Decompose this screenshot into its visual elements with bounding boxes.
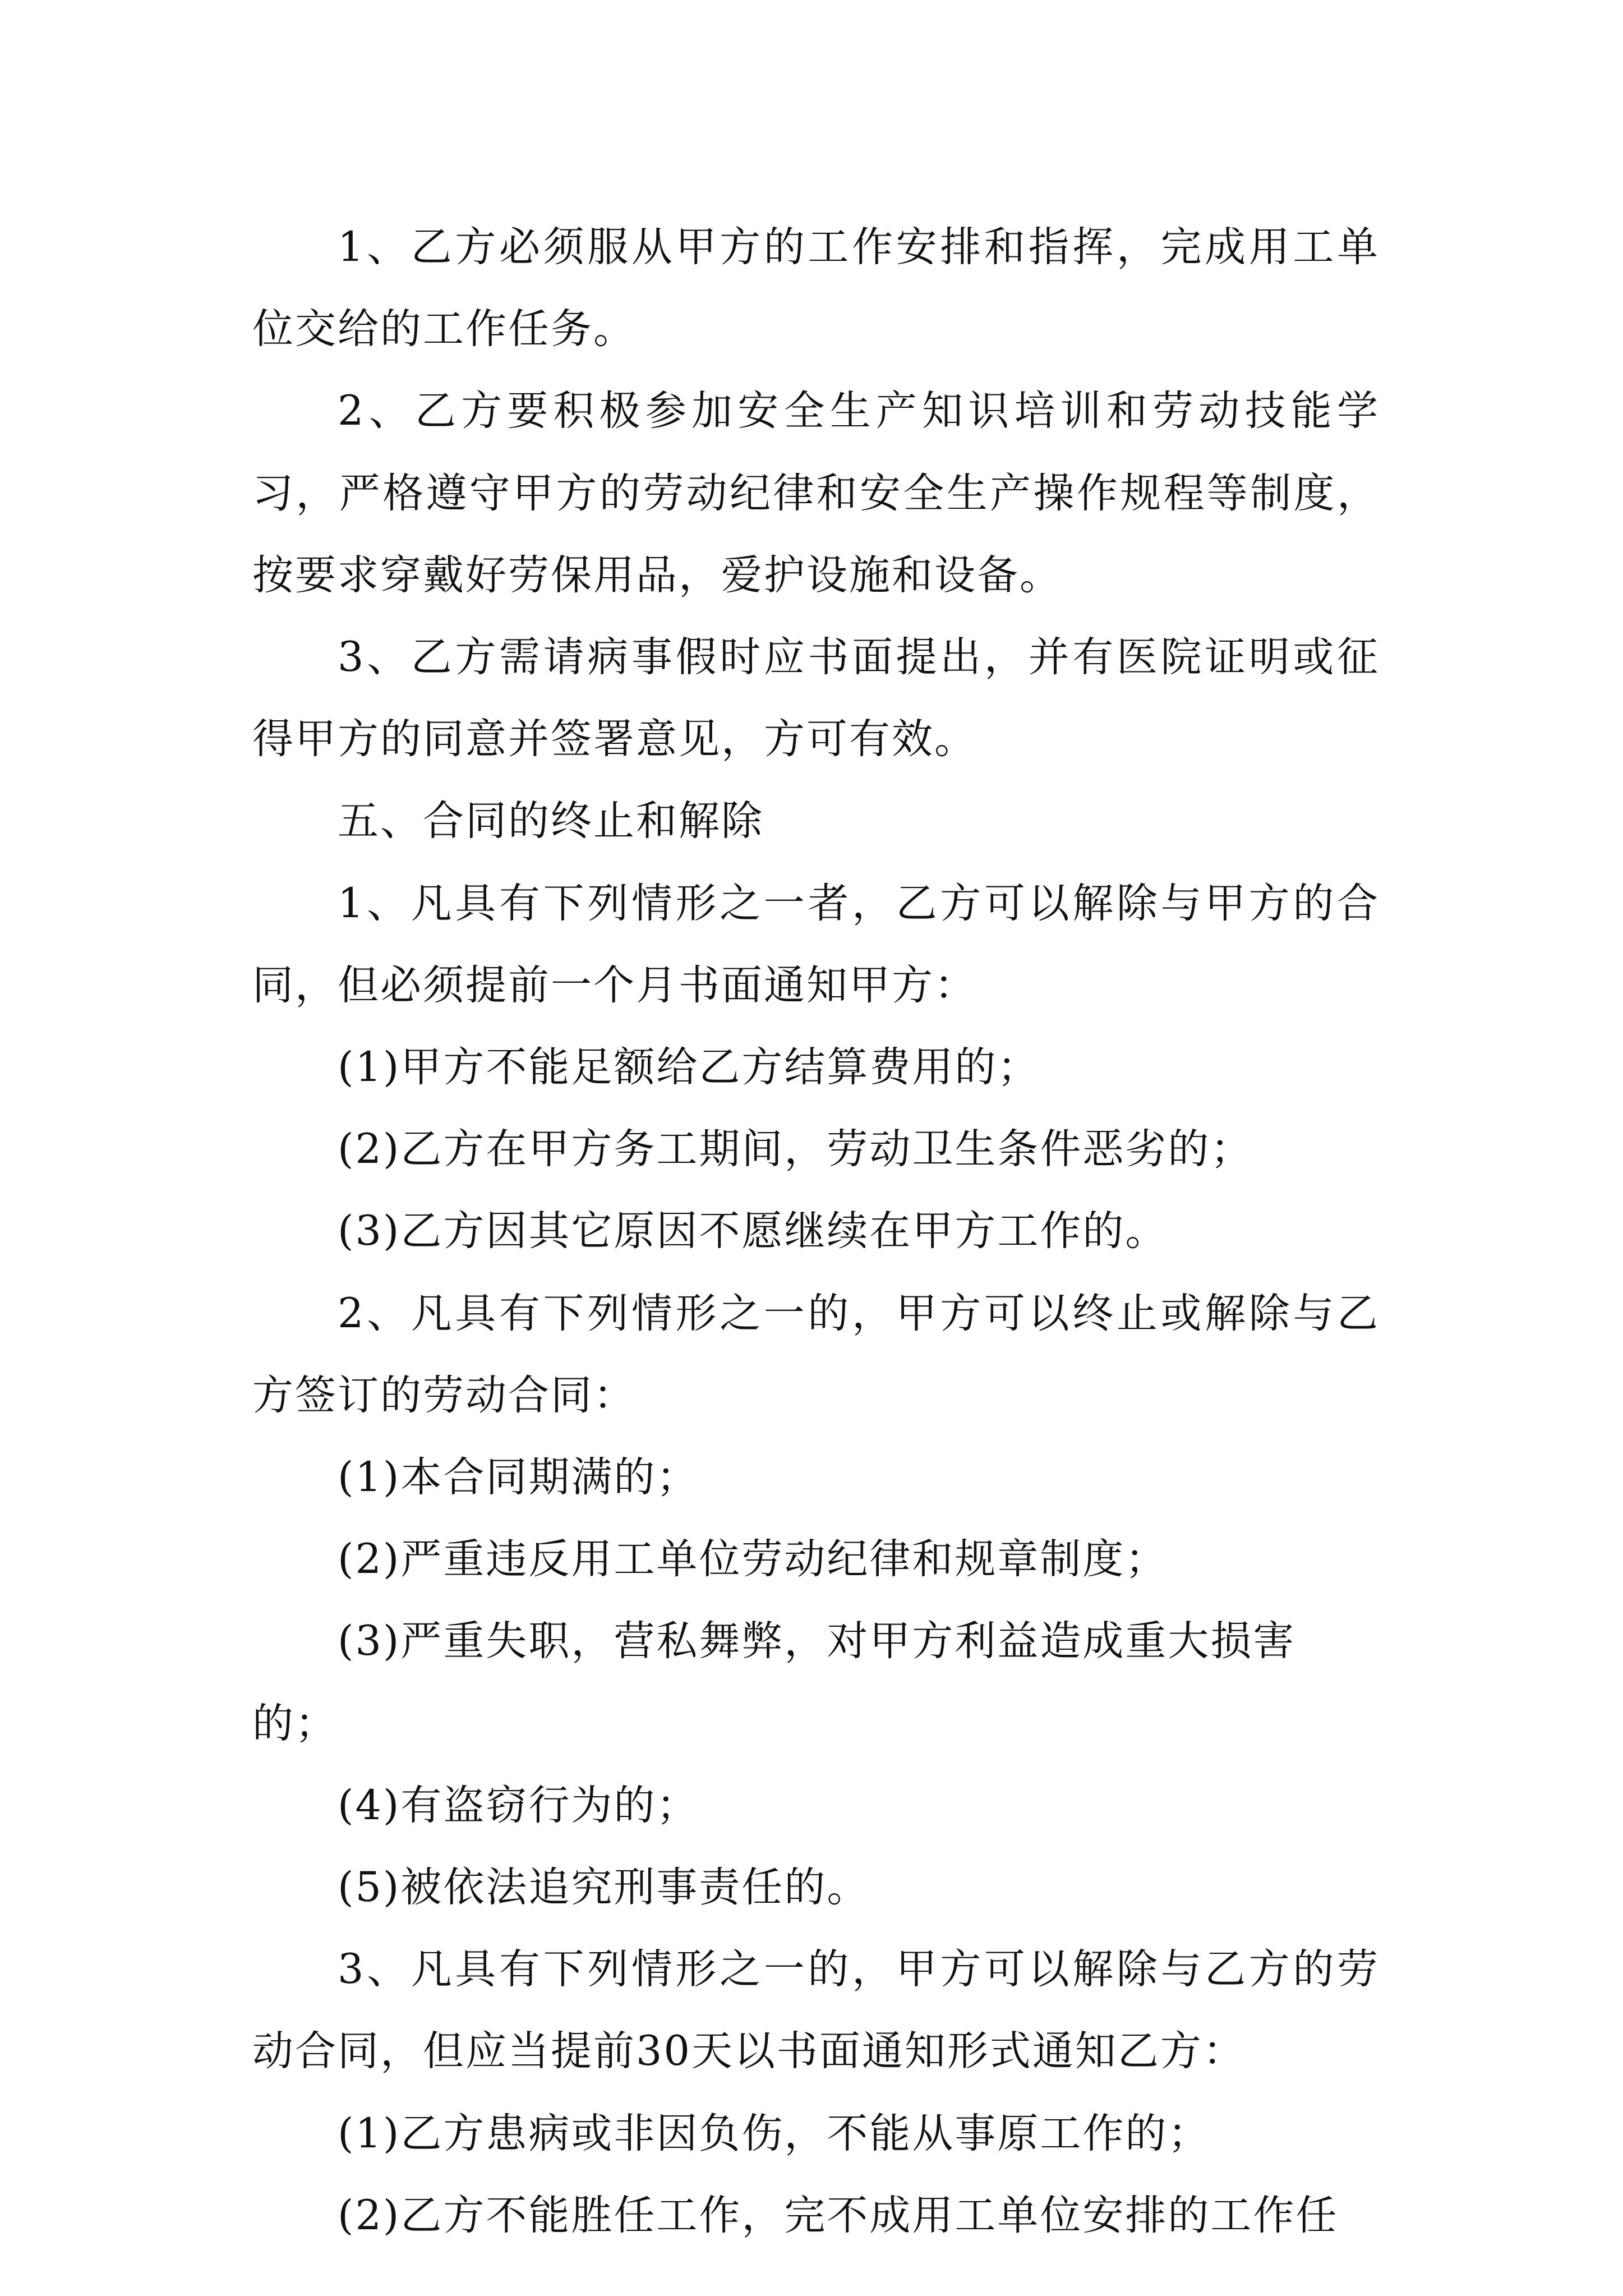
section-heading-5: 五、合同的终止和解除 xyxy=(338,797,764,845)
clause-5-2-item-3: (3)严重失职，营私舞弊，对甲方利益造成重大损害的； xyxy=(252,1617,1296,1747)
clause-5-1-item-1: (1)甲方不能足额给乙方结算费用的； xyxy=(338,1043,1040,1092)
clause-4-3: 3、乙方需请病事假时应书面提出，并有医院证明或征得甲方的同意并签署意见，方可有效。 xyxy=(252,633,1380,763)
clause-4-1: 1、乙方必须服从甲方的工作安排和指挥，完成用工单位交给的工作任务。 xyxy=(252,223,1380,353)
clause-5-2-item-4: (4)有盗窃行为的； xyxy=(338,1781,699,1829)
clause-5-3: 3、凡具有下列情形之一的，甲方可以解除与乙方的劳动合同，但应当提前30天以书面通知形式通知乙方： xyxy=(252,1945,1380,2076)
clause-5-3-item-2: (2)乙方不能胜任工作，完不成用工单位安排的工作任 xyxy=(338,2191,1339,2239)
clause-5-2-item-2: (2)严重违反用工单位劳动纪律和规章制度； xyxy=(338,1535,1168,1584)
clause-4-2: 2、乙方要积极参加安全生产知识培训和劳动技能学习，严格遵守甲方的劳动纪律和安全生产操作规程等制度，按要求穿戴好劳保用品，爱护设施和设备。 xyxy=(252,387,1380,599)
clause-5-3-item-1: (1)乙方患病或非因负伤，不能从事原工作的； xyxy=(338,2109,1211,2157)
clause-5-2: 2、凡具有下列情形之一的，甲方可以终止或解除与乙方签订的劳动合同： xyxy=(252,1289,1380,1419)
clause-5-1: 1、凡具有下列情形之一者，乙方可以解除与甲方的合同，但必须提前一个月书面通知甲方： xyxy=(252,879,1380,1009)
clause-5-2-item-1: (1)本合同期满的； xyxy=(338,1453,699,1502)
clause-5-1-item-2: (2)乙方在甲方务工期间，劳动卫生条件恶劣的； xyxy=(338,1125,1253,1174)
document-body xyxy=(252,206,1380,2257)
clause-5-1-item-3: (3)乙方因其它原因不愿继续在甲方工作的。 xyxy=(338,1207,1168,1255)
clause-5-2-item-5: (5)被依法追究刑事责任的。 xyxy=(338,1864,870,1912)
